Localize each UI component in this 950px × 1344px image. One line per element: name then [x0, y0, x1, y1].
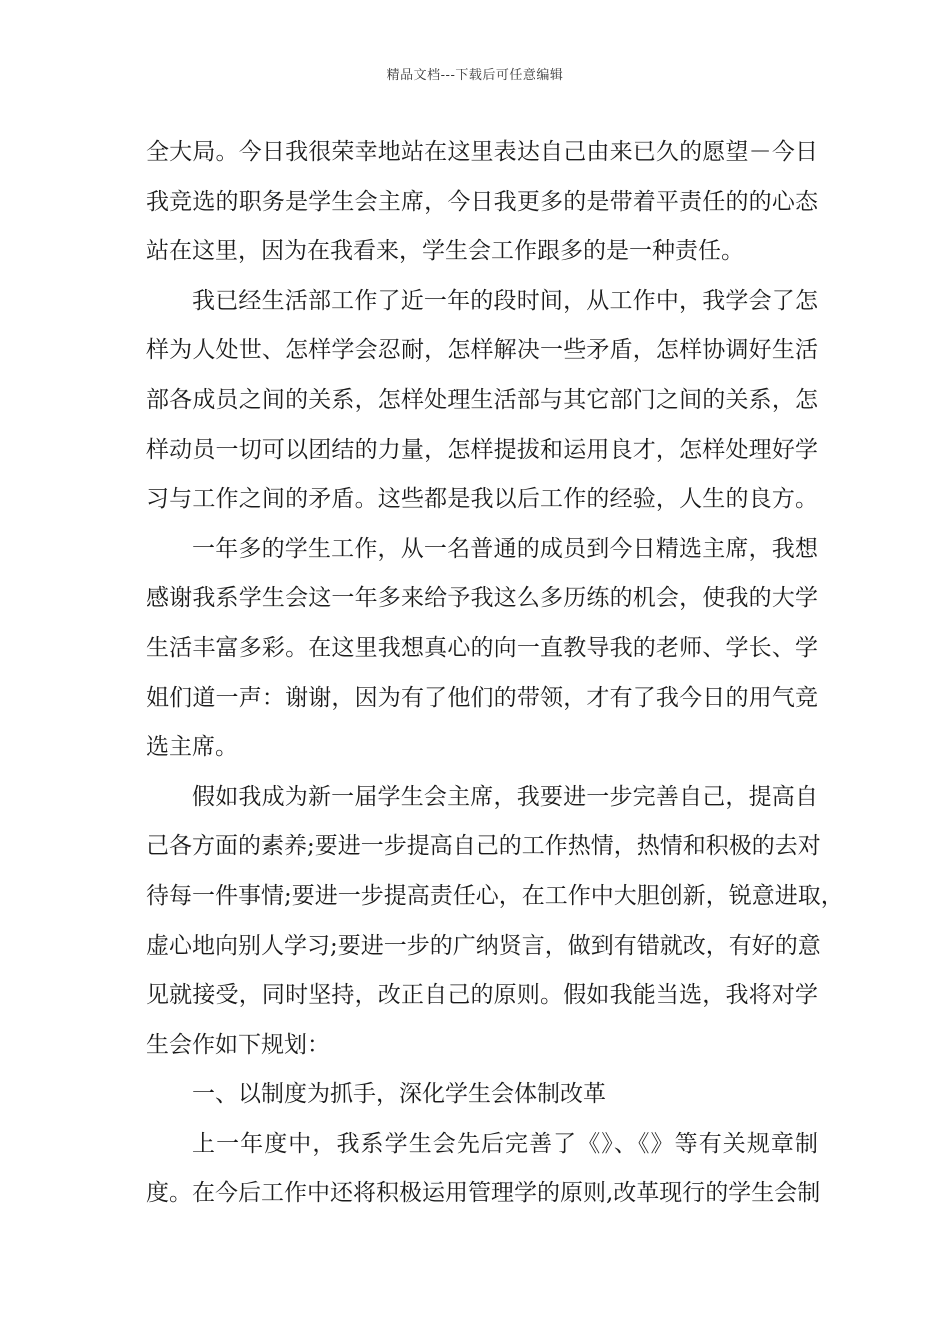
- text-line: 己各方面的素养;要进一步提高自己的工作热情，热情和积极的去对: [146, 833, 821, 860]
- text-line: 生活丰富多彩。在这里我想真心的向一直教导我的老师、学长、学: [146, 634, 818, 661]
- text-line: 度。在今后工作中还将积极运用管理学的原则,改革现行的学生会制: [146, 1180, 821, 1207]
- text-line: 样动员一切可以团结的力量，怎样提拔和运用良才，怎样处理好学: [146, 436, 818, 463]
- text-line: 习与工作之间的矛盾。这些都是我以后工作的经验，人生的良方。: [146, 486, 818, 513]
- text-line: 我竞选的职务是学生会主席，今日我更多的是带着平责任的的心态: [146, 188, 818, 215]
- text-line: 站在这里，因为在我看来，学生会工作跟多的是一种责任。: [146, 238, 744, 265]
- text-line: 虚心地向别人学习;要进一步的广纳贤言，做到有错就改，有好的意: [146, 932, 821, 959]
- text-line: 全大局。今日我很荣幸地站在这里表达自己由来已久的愿望－今日: [146, 139, 818, 165]
- document-body: [146, 128, 844, 1219]
- text-line: 样为人处世、怎样学会忍耐，怎样解决一些矛盾，怎样协调好生活: [146, 337, 818, 364]
- page-header: 精品文档---下载后可任意编辑: [386, 68, 564, 83]
- text-line: 部各成员之间的关系，怎样处理生活部与其它部门之间的关系，怎: [146, 386, 818, 413]
- text-line: 生会作如下规划：: [146, 1031, 330, 1058]
- text-line: 见就接受，同时坚持，改正自己的原则。假如我能当选，我将对学: [146, 982, 818, 1009]
- text-line: 我已经生活部工作了近一年的段时间，从工作中，我学会了怎: [192, 287, 818, 314]
- text-line: 选主席。: [146, 734, 238, 761]
- text-line: 一、以制度为抓手，深化学生会体制改革: [192, 1081, 606, 1108]
- text-line: 待每一件事情;要进一步提高责任心，在工作中大胆创新，锐意进取，: [146, 882, 844, 909]
- text-line: 姐们道一声：谢谢，因为有了他们的带领，才有了我今日的用气竞: [146, 684, 818, 711]
- text-line: 一年多的学生工作，从一名普通的成员到今日精选主席，我想: [192, 535, 818, 562]
- text-line: 上一年度中，我系学生会先后完善了《》、《》等有关规章制: [192, 1130, 818, 1157]
- text-line: 假如我成为新一届学生会主席，我要进一步完善自己，提高自: [192, 783, 818, 810]
- text-line: 感谢我系学生会这一年多来给予我这么多历练的机会，使我的大学: [146, 585, 818, 612]
